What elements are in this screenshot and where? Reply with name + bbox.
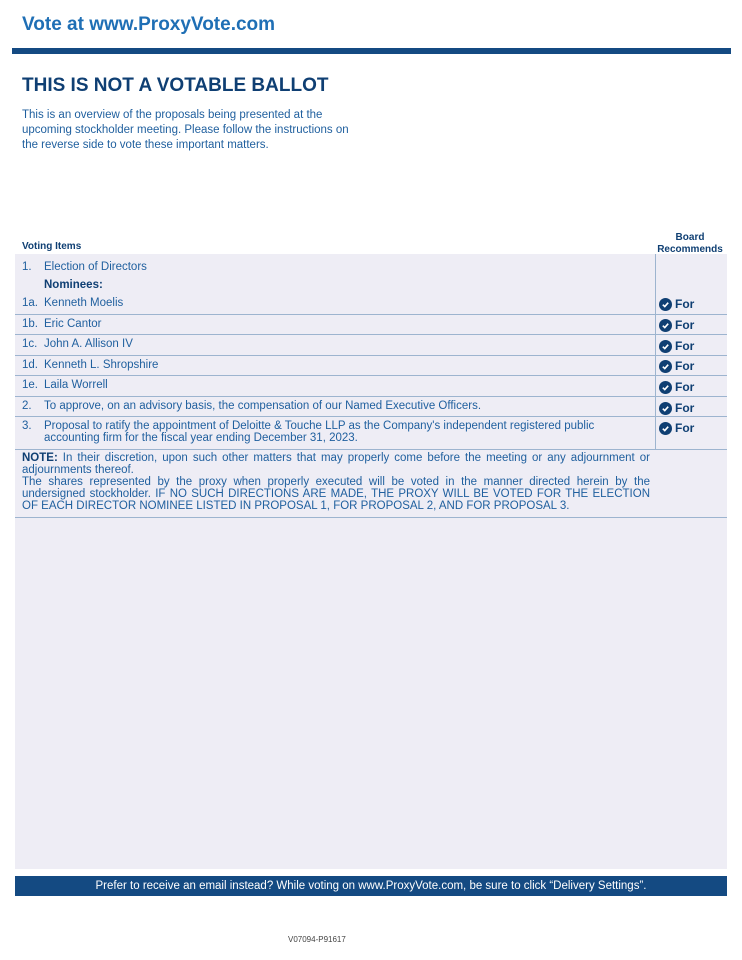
check-circle-icon	[659, 319, 672, 332]
note-label: NOTE:	[22, 452, 58, 464]
recommendation-label: For	[675, 318, 695, 332]
row-2-recommendation	[659, 401, 694, 415]
board-recommends-header	[655, 232, 725, 255]
row-1a-number: 1a.	[22, 297, 38, 309]
row-1c-text: John A. Allison IV	[44, 338, 133, 350]
note-text	[22, 452, 650, 512]
row-2-number: 2.	[22, 400, 32, 412]
row-1a-recommendation	[659, 297, 694, 311]
board-header-line2: Recommends	[657, 243, 723, 255]
nominees-label: Nominees:	[44, 279, 103, 291]
row-divider	[15, 375, 727, 376]
check-circle-icon	[659, 298, 672, 311]
row-1d-number: 1d.	[22, 359, 38, 371]
header-divider-bar	[12, 48, 731, 54]
item-1-text: Election of Directors	[44, 261, 147, 273]
footer-code: V07094-P91617	[288, 935, 346, 944]
recommendation-column-divider	[655, 254, 656, 450]
row-3-recommendation	[659, 421, 694, 435]
row-3-text: Proposal to ratify the appointment of Deloitte & Touche LLP as the Company's independent registered public accounting firm for the fiscal year ending December 31, 2023.	[44, 420, 595, 444]
row-divider	[15, 355, 727, 356]
row-3-number: 3.	[22, 420, 32, 432]
row-1e-text: Laila Worrell	[44, 379, 108, 391]
note-paragraph-2: The shares represented by the proxy when properly executed will be voted in the manner directed herein by the undersigned stockholder. IF NO SUCH DIRECTIONS ARE MADE, THE PROXY WILL BE VOTED FOR THE ELECTION OF EACH DIRECTOR NOMINEE LISTED IN PROPOSAL 1, FOR PROPOSAL 2, AND FOR PROPOSAL 3.	[22, 476, 650, 512]
row-divider	[15, 334, 727, 335]
row-1e-number: 1e.	[22, 379, 38, 391]
check-circle-icon	[659, 381, 672, 394]
row-divider	[15, 416, 727, 417]
row-2-text: To approve, on an advisory basis, the compensation of our Named Executive Officers.	[44, 400, 482, 412]
row-1a-text: Kenneth Moelis	[44, 297, 124, 309]
recommendation-label: For	[675, 380, 695, 394]
row-1c-number: 1c.	[22, 338, 38, 350]
voting-items-header: Voting Items	[22, 241, 82, 252]
recommendation-label: For	[675, 421, 695, 435]
recommendation-label: For	[675, 297, 695, 311]
note-paragraph-1	[22, 452, 650, 476]
check-circle-icon	[659, 340, 672, 353]
row-divider	[15, 449, 727, 450]
check-circle-icon	[659, 402, 672, 415]
row-1e-recommendation	[659, 380, 694, 394]
recommendation-label: For	[675, 359, 695, 373]
row-1b-text: Eric Cantor	[44, 318, 102, 330]
proxyvote-header-link[interactable]: Vote at www.ProxyVote.com	[22, 14, 276, 35]
intro-text: This is an overview of the proposals being presented at the upcoming stockholder meeting. Please follow the instructions on the reverse side to vote these important matters.	[22, 109, 349, 151]
row-divider	[15, 396, 727, 397]
recommendation-label: For	[675, 401, 695, 415]
row-1b-number: 1b.	[22, 318, 38, 330]
note-text-1: In their discretion, upon such other matters that may properly come before the meeting or any adjournment or adjournments thereof.	[22, 452, 650, 476]
email-delivery-banner: Prefer to receive an email instead? While voting on www.ProxyVote.com, be sure to click “Delivery Settings”.	[15, 876, 727, 896]
row-1d-text: Kenneth L. Shropshire	[44, 359, 159, 371]
item-1-number: 1.	[22, 261, 32, 273]
note-divider	[15, 517, 727, 518]
row-1c-recommendation	[659, 339, 694, 353]
row-1d-recommendation	[659, 359, 694, 373]
check-circle-icon	[659, 422, 672, 435]
row-divider	[15, 314, 727, 315]
row-1b-recommendation	[659, 318, 694, 332]
check-circle-icon	[659, 360, 672, 373]
board-header-line1: Board	[675, 232, 705, 243]
recommendation-label: For	[675, 339, 695, 353]
page-title: THIS IS NOT A VOTABLE BALLOT	[22, 75, 329, 96]
